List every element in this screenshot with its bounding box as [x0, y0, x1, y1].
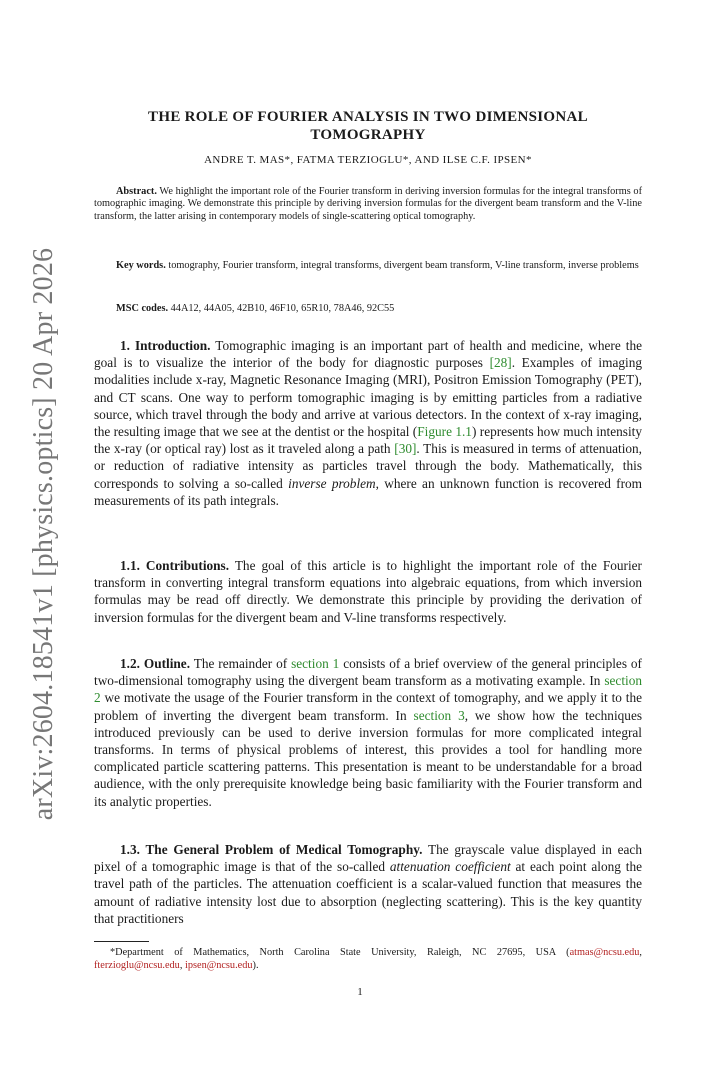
abstract-text: We highlight the important role of the Fourier transform in deriving inversion formulas for the integral transforms of tomographic imaging. We demonstrate this principle by deriving inversion formulas for the divergent beam transform and the V-line transform, the latter arising in contemporary models of single-scattering optical tomography. — [94, 186, 642, 222]
section-link[interactable]: section 2 — [94, 673, 643, 706]
email-link[interactable]: ipsen@ncsu.edu — [184, 960, 253, 971]
section-outline — [94, 655, 642, 810]
section-contributions — [94, 557, 642, 626]
section-heading: 1. Introduction. — [120, 338, 211, 353]
section-link[interactable]: section 1 — [291, 656, 340, 671]
footnote-sep: , — [639, 947, 642, 958]
paper-authors: ANDRE T. MAS*, FATMA TERZIOGLU*, AND ILSE C.F. IPSEN* — [204, 154, 532, 166]
footnote-sep: , — [179, 960, 185, 971]
section-heading: 1.3. The General Problem of Medical Tomography. — [120, 842, 423, 857]
paragraph-text: . Examples of imaging modalities include x-ray, Magnetic Resonance Imaging (MRI), Positron Emission Tomography (PET), and CT scans. One way to perform tomographic imaging is by emitting particles from a radiative source, which travel through the body and arrive at various detectors. In the context of x-ray imaging, the resulting image that we see at the dentist or the hospital ( — [94, 355, 642, 440]
keywords-label: Key words. — [116, 260, 166, 271]
arxiv-side-stamp — [24, 228, 64, 840]
section-heading: 1.1. Contributions. — [120, 558, 230, 573]
paragraph-text: The remainder of — [193, 656, 288, 671]
keywords-text: tomography, Fourier transform, integral transforms, divergent beam transform, V-line transform, inverse problems — [168, 260, 639, 271]
section-introduction — [94, 337, 642, 509]
footnote — [94, 946, 642, 972]
paragraph-text: ) represents how much intensity the x-ray (or optical ray) lost as it traveled along a path — [94, 424, 643, 457]
emphasis-text: inverse problem — [288, 475, 376, 491]
section-link[interactable]: section 3 — [413, 707, 465, 723]
abstract — [94, 186, 642, 223]
paper-title: THE ROLE OF FOURIER ANALYSIS IN TWO DIMENSIONAL TOMOGRAPHY — [148, 109, 588, 143]
arxiv-stamp-text: arXiv:2604.18541v1 [physics.optics] 20 Apr 2026 — [28, 247, 59, 821]
emphasis-text: attenuation coefficient — [389, 859, 511, 875]
paragraph-text: at each point along the travel path of the particles. The attenuation coefficient is a scalar-valued function that measures the amount of radiative intensity lost due to absorption (neglecting scattering). This is the key quantity that practitioners — [94, 859, 642, 926]
paragraph-text: . This is measured in terms of attenuation, or reduction of radiative intensity as particles travel through the body. Mathematically, this corresponds to solving a so-called — [94, 441, 643, 491]
email-link[interactable]: fterzioglu@ncsu.edu — [94, 960, 180, 971]
paragraph-text: The grayscale value displayed in each pixel of a tomographic image is that of the so-called — [94, 842, 642, 875]
figure-link[interactable]: Figure 1.1 — [417, 424, 472, 440]
section-heading: 1.2. Outline. — [120, 656, 191, 671]
paragraph-text: consists of a brief overview of the general principles of two-dimensional tomography using the divergent beam transform as a motivating example. In — [94, 656, 642, 689]
paragraph-text: The goal of this article is to highlight the important role of the Fourier transform in converting integral transform equations into algebraic equations, from which inversion formulas may be read off directly. We demonstrate this principle by providing the derivation of inversion formulas for the divergent beam and V-line transforms respectively. — [94, 558, 642, 625]
email-link[interactable]: atmas@ncsu.edu — [569, 947, 640, 958]
abstract-label: Abstract. — [116, 186, 157, 197]
footnote-rule — [94, 941, 149, 942]
citation-link[interactable]: [30] — [394, 441, 417, 457]
msc-label: MSC codes. — [116, 303, 169, 314]
footnote-end: ). — [252, 960, 259, 971]
paragraph-text: Tomographic imaging is an important part of health and medicine, where the goal is to visualize the interior of the body for diagnostic purposes — [94, 338, 642, 371]
page-number: 1 — [357, 986, 363, 998]
section-general-problem — [94, 841, 642, 927]
paragraph-text: , where an unknown function is recovered from measurements of its path integrals. — [94, 475, 643, 508]
paragraph-text: we motivate the usage of the Fourier transform in the context of tomography, and we apply it to the problem of inverting the divergent beam transform. In — [94, 690, 642, 723]
citation-link[interactable]: [28] — [489, 355, 512, 371]
msc-text: 44A12, 44A05, 42B10, 46F10, 65R10, 78A46, 92C55 — [170, 303, 395, 314]
msc-codes — [94, 303, 642, 315]
paragraph-text: , we show how the techniques introduced previously can be used to derive inversion formulas for more complicated integral transforms. In terms of physical problems of interest, this provides a tool for handling more complicated particle scattering patterns. This presentation is meant to be understandable for a broad audience, with the only prerequisite knowledge being basic familiarity with the Fourier transform and its analytic properties. — [94, 707, 643, 809]
keywords — [94, 260, 642, 272]
footnote-text: *Department of Mathematics, North Carolina State University, Raleigh, NC 27695, USA ( — [110, 947, 570, 958]
